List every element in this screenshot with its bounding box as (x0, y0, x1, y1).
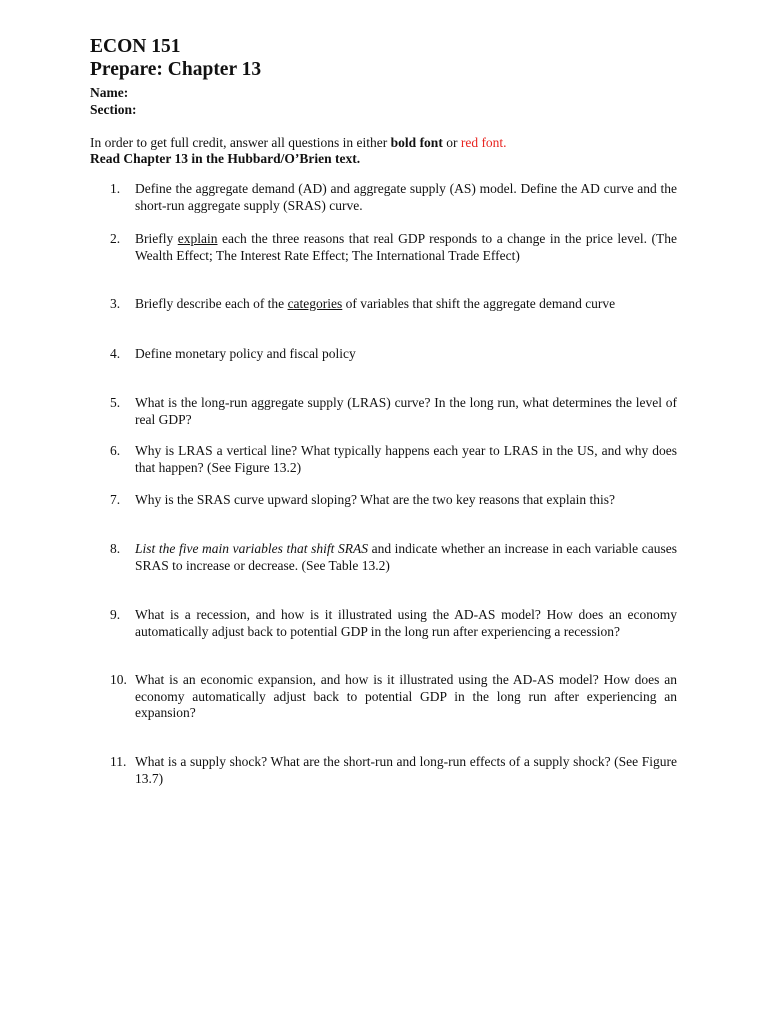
question-7 (110, 492, 677, 509)
section-label: Section: (90, 102, 137, 117)
question-number: 2. (110, 231, 121, 246)
question-10 (110, 672, 677, 722)
question-6 (110, 443, 677, 476)
question-text (135, 541, 677, 574)
question-number: 5. (110, 395, 121, 410)
reading-assignment: Read Chapter 13 in the Hubbard/O’Brien text. (90, 151, 361, 166)
instructions-lead: In order to get full credit, answer all questions in either (90, 135, 391, 150)
question-number: 4. (110, 346, 121, 361)
question-number: 1. (110, 181, 121, 196)
question-text-part: Briefly describe each of the (135, 296, 288, 311)
red-font-text: red font. (460, 135, 507, 150)
question-text-part: each the three reasons that real GDP responds to a change in the price level. (The Wealth Effect; The Interest Rate Effect; The International Trade Effect) (135, 231, 677, 263)
question-text: What is the long-run aggregate supply (LRAS) curve? In the long run, what determines the level of real GDP? (135, 395, 677, 427)
question-number: 9. (110, 607, 121, 622)
question-3 (110, 296, 677, 313)
question-text-part: Briefly (135, 231, 178, 246)
question-number: 3. (110, 296, 121, 311)
question-text: Define the aggregate demand (AD) and aggregate supply (AS) model. Define the AD curve and the short-run aggregate supply (SRAS) curve. (135, 181, 677, 213)
course-title: ECON 151 (90, 36, 181, 57)
question-text-part: of variables that shift the aggregate demand curve (342, 296, 616, 311)
assignment-title: Prepare: Chapter 13 (90, 59, 262, 80)
question-number: 7. (110, 492, 121, 507)
question-8 (110, 541, 677, 574)
question-text (135, 296, 677, 313)
question-text: Why is LRAS a vertical line? What typically happens each year to LRAS in the US, and why does that happen? (See Figure 13.2) (135, 443, 677, 475)
question-number: 8. (110, 541, 121, 556)
instructions-line (90, 135, 507, 151)
question-2 (110, 231, 677, 264)
question-number: 6. (110, 443, 121, 458)
question-number: 11. (110, 754, 127, 769)
italic-phrase: List the five main variables that shift SRAS (135, 541, 368, 556)
question-text-part: and indicate whether an increase in each variable causes SRAS to increase or decrease. (See Table 13.2) (135, 541, 678, 573)
bold-font-text: bold font (390, 135, 443, 150)
question-4 (110, 346, 677, 363)
question-text: Why is the SRAS curve upward sloping? What are the two key reasons that explain this? (135, 492, 616, 507)
name-label: Name: (90, 85, 129, 100)
question-11 (110, 754, 677, 787)
question-number: 10. (110, 672, 127, 687)
question-9 (110, 607, 677, 640)
question-text: What is a recession, and how is it illustrated using the AD-AS model? How does an economy automatically adjust back to potential GDP in the long run after experiencing a recession? (135, 607, 677, 639)
underlined-word: explain (177, 231, 218, 246)
question-text (135, 231, 677, 264)
underlined-word: categories (287, 296, 343, 311)
question-text: What is a supply shock? What are the short-run and long-run effects of a supply shock? (See Figure 13.7) (135, 754, 677, 786)
instructions-or: or (442, 135, 461, 150)
question-text: What is an economic expansion, and how is it illustrated using the AD-AS model? How does an economy automatically adjust back to potential GDP in the long run after experiencing an expansion? (135, 672, 677, 720)
question-1 (110, 181, 677, 214)
question-text: Define monetary policy and fiscal policy (135, 346, 356, 361)
question-5 (110, 395, 677, 428)
